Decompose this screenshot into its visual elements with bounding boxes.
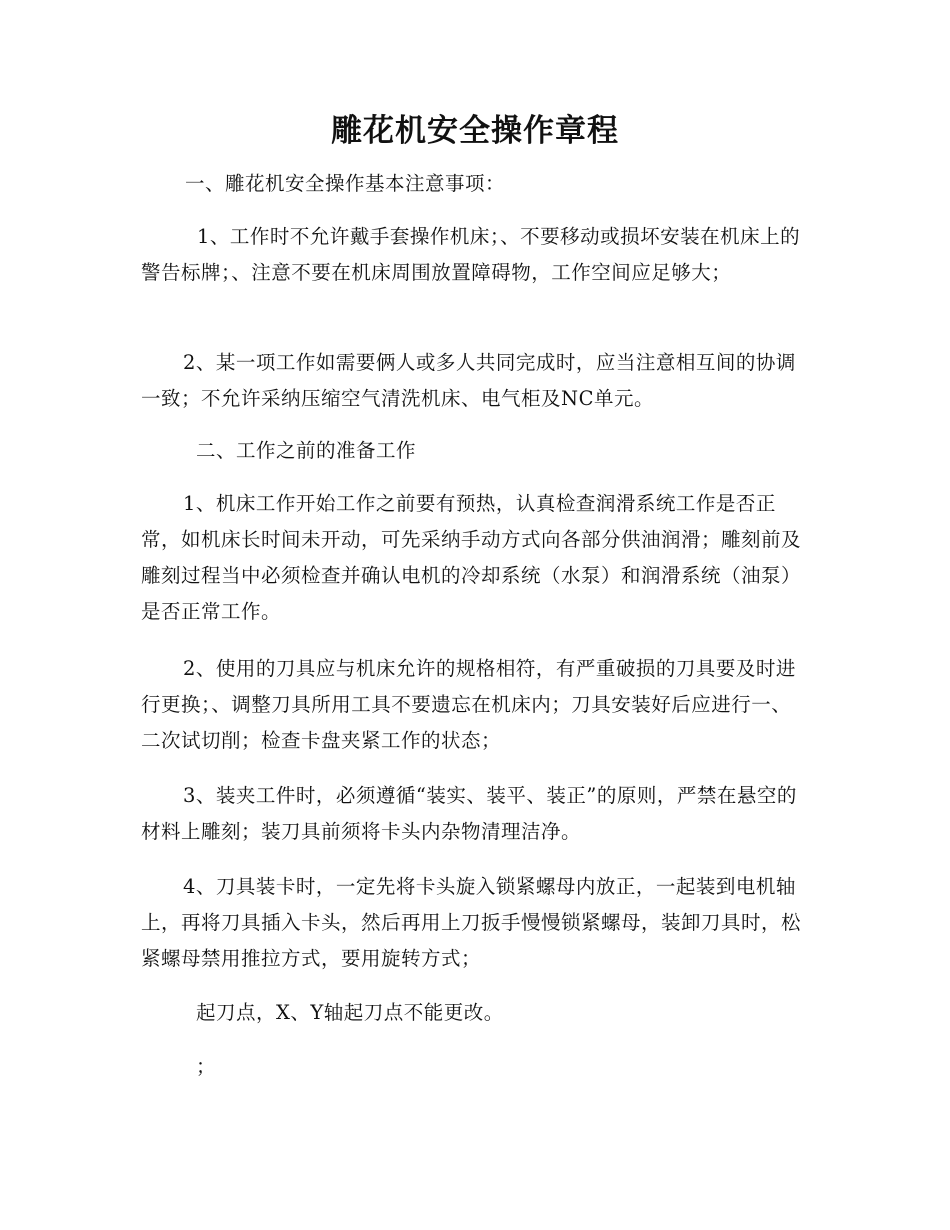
paragraph-s1-2: 2、某一项工作如需要俩人或多人共同完成时，应当注意相互间的协调一致；不允许采纳压缩空气清洗机床、电气柜及NC单元。 — [141, 351, 796, 410]
paragraph-s2-5: 起刀点，X、Y轴起刀点不能更改。 — [196, 1001, 504, 1024]
paragraph-s1-1: 1、工作时不允许戴手套操作机床；、不要移动或损坏安装在机床上的警告标牌；、注意不要在机床周围放置障碍物，工作空间应足够大； — [141, 225, 801, 284]
section-heading-1: 一、雕花机安全操作基本注意事项： — [185, 172, 506, 195]
section-heading-2: 二、工作之前的准备工作 — [196, 439, 417, 462]
document-title: 雕花机安全操作章程 — [331, 113, 619, 149]
paragraph-s2-1: 1、机床工作开始工作之前要有预热，认真检查润滑系统工作是否正常，如机床长时间未开动，可先采纳手动方式向各部分供油润滑；雕刻前及雕刻过程当中必须检查并确认电机的冷却系统（水泵）和润滑系统（油泵）是否正常工作。 — [141, 492, 802, 623]
paragraph-s2-3: 3、装夹工件时，必须遵循“装实、装平、装正”的原则，严禁在悬空的材料上雕刻；装刀具前须将卡头内杂物清理洁净。 — [141, 784, 797, 843]
paragraph-s2-2: 2、使用的刀具应与机床允许的规格相符，有严重破损的刀具要及时进行更换；、调整刀具所用工具不要遗忘在机床内；刀具安装好后应进行一、二次试切削；检查卡盘夹紧工作的状态； — [141, 657, 796, 752]
paragraph-s2-4: 4、刀具装卡时，一定先将卡头旋入锁紧螺母内放正，一起装到电机轴上，再将刀具插入卡头，然后再用上刀扳手慢慢锁紧螺母，装卸刀具时，松紧螺母禁用推拉方式，要用旋转方式； — [141, 875, 802, 970]
paragraph-s2-6: ； — [196, 1055, 217, 1078]
